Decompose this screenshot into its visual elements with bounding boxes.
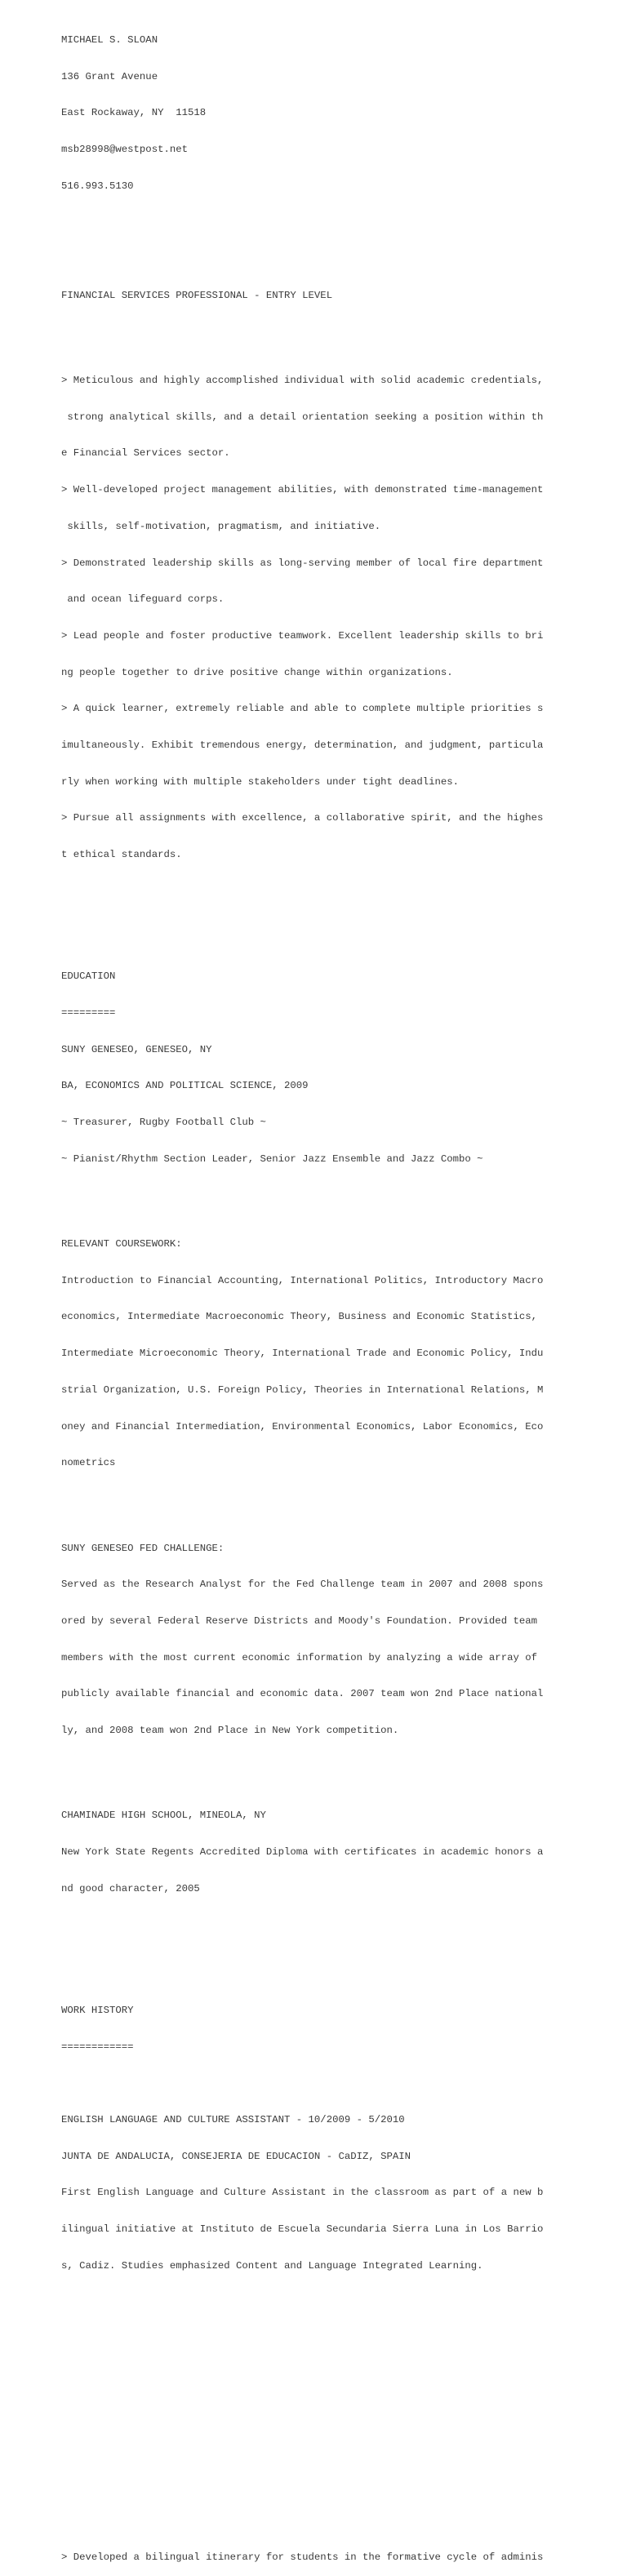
work-rule: ============: [61, 2041, 134, 2053]
blank-line: [61, 2479, 551, 2491]
summary-line: > Pursue all assignments with excellence, a collaborative spirit, and the highes: [61, 812, 544, 824]
summary-line: > Demonstrated leadership skills as long-serving member of local fire department: [61, 557, 544, 569]
job-bullet-line: > Developed a bilingual itinerary for students in the formative cycle of adminis: [61, 2552, 544, 2564]
blank-line: [61, 1956, 551, 1968]
summary-line: strong analytical skills, and a detail orientation seeking a position within th: [61, 411, 544, 423]
work-heading: WORK HISTORY: [61, 2004, 134, 2016]
blank-line: [61, 1189, 551, 1201]
fed-challenge-line: ored by several Federal Reserve Districts and Moody's Foundation. Provided team: [61, 1614, 537, 1627]
education-school: SUNY GENESEO, GENESEO, NY: [61, 1043, 212, 1055]
blank-line: [61, 253, 551, 265]
job-description-line: First English Language and Culture Assistant in the classroom as part of a new b: [61, 2187, 544, 2199]
contact-email: msb28998@westpost.net: [61, 143, 188, 155]
fed-challenge-line: Served as the Research Analyst for the Fed Challenge team in 2007 and 2008 spons: [61, 1579, 544, 1591]
blank-line: [61, 2369, 551, 2382]
summary-line: > Meticulous and highly accomplished individual with solid academic credentials,: [61, 375, 544, 387]
summary-line: rly when working with multiple stakeholders under tight deadlines.: [61, 775, 460, 788]
job-title: ENGLISH LANGUAGE AND CULTURE ASSISTANT - 10/2009 - 5/2010: [61, 2113, 405, 2125]
summary-line: and ocean lifeguard corps.: [61, 593, 225, 606]
education-degree: BA, ECONOMICS AND POLITICAL SCIENCE, 2009: [61, 1080, 309, 1092]
coursework-line: nometrics: [61, 1457, 116, 1469]
summary-line: e Financial Services sector.: [61, 447, 230, 460]
education-heading: EDUCATION: [61, 970, 116, 983]
resume-document: [61, 10, 551, 2576]
summary-line: t ethical standards.: [61, 849, 182, 861]
blank-line: [61, 886, 551, 898]
job-employer: JUNTA DE ANDALUCIA, CONSEJERIA DE EDUCACION - CaDIZ, SPAIN: [61, 2150, 411, 2162]
coursework-line: economics, Intermediate Macroeconomic Theory, Business and Economic Statistics,: [61, 1311, 537, 1323]
summary-line: imultaneously. Exhibit tremendous energy, determination, and judgment, particula: [61, 739, 544, 752]
blank-line: [61, 1494, 551, 1506]
blank-line: [61, 216, 551, 229]
job-description-line: s, Cadiz. Studies emphasized Content and Language Integrated Learning.: [61, 2259, 483, 2272]
fed-challenge-line: members with the most current economic information by analyzing a wide array of: [61, 1651, 537, 1663]
contact-phone: 516.993.5130: [61, 180, 134, 192]
fed-challenge-line: publicly available financial and economic data. 2007 team won 2nd Place national: [61, 1688, 544, 1700]
blank-line: [61, 2296, 551, 2308]
coursework-line: Intermediate Microeconomic Theory, International Trade and Economic Policy, Indu: [61, 1348, 544, 1360]
highschool-line: nd good character, 2005: [61, 1882, 200, 1894]
summary-line: > Well-developed project management abilities, with demonstrated time-management: [61, 484, 544, 496]
coursework-line: Introduction to Financial Accounting, International Politics, Introductory Macro: [61, 1274, 544, 1286]
blank-line: [61, 2406, 551, 2418]
contact-city: East Rockaway, NY 11518: [61, 107, 207, 119]
contact-street: 136 Grant Avenue: [61, 70, 158, 82]
summary-line: skills, self-motivation, pragmatism, and initiative.: [61, 520, 381, 532]
blank-line: [61, 922, 551, 935]
education-activity: ~ Pianist/Rhythm Section Leader, Senior Jazz Ensemble and Jazz Combo ~: [61, 1153, 483, 1165]
summary-line: ng people together to drive positive change within organizations.: [61, 666, 453, 678]
fed-challenge-heading: SUNY GENESEO FED CHALLENGE:: [61, 1542, 225, 1554]
coursework-heading: RELEVANT COURSEWORK:: [61, 1238, 182, 1250]
summary-line: > A quick learner, extremely reliable and able to complete multiple priorities s: [61, 703, 544, 715]
education-activity: ~ Treasurer, Rugby Football Club ~: [61, 1117, 266, 1129]
blank-line: [61, 2333, 551, 2345]
highschool-heading: CHAMINADE HIGH SCHOOL, MINEOLA, NY: [61, 1810, 266, 1822]
blank-line: [61, 1920, 551, 1932]
summary-line: > Lead people and foster productive teamwork. Excellent leadership skills to bri: [61, 629, 544, 642]
coursework-line: strial Organization, U.S. Foreign Policy, Theories in International Relations, M: [61, 1383, 544, 1396]
education-rule: =========: [61, 1006, 116, 1019]
fed-challenge-line: ly, and 2008 team won 2nd Place in New York competition.: [61, 1725, 399, 1737]
blank-line: [61, 2077, 551, 2090]
coursework-line: oney and Financial Intermediation, Environmental Economics, Labor Economics, Eco: [61, 1420, 544, 1432]
headline: FINANCIAL SERVICES PROFESSIONAL - ENTRY LEVEL: [61, 289, 333, 301]
blank-line: [61, 1761, 551, 1774]
contact-name: MICHAEL S. SLOAN: [61, 33, 158, 46]
job-description-line: ilingual initiative at Instituto de Escuela Secundaria Sierra Luna in Los Barrio: [61, 2223, 544, 2236]
blank-line: [61, 326, 551, 338]
blank-line: [61, 2516, 551, 2528]
blank-line: [61, 2442, 551, 2454]
highschool-line: New York State Regents Accredited Diploma with certificates in academic honors a: [61, 1846, 544, 1859]
